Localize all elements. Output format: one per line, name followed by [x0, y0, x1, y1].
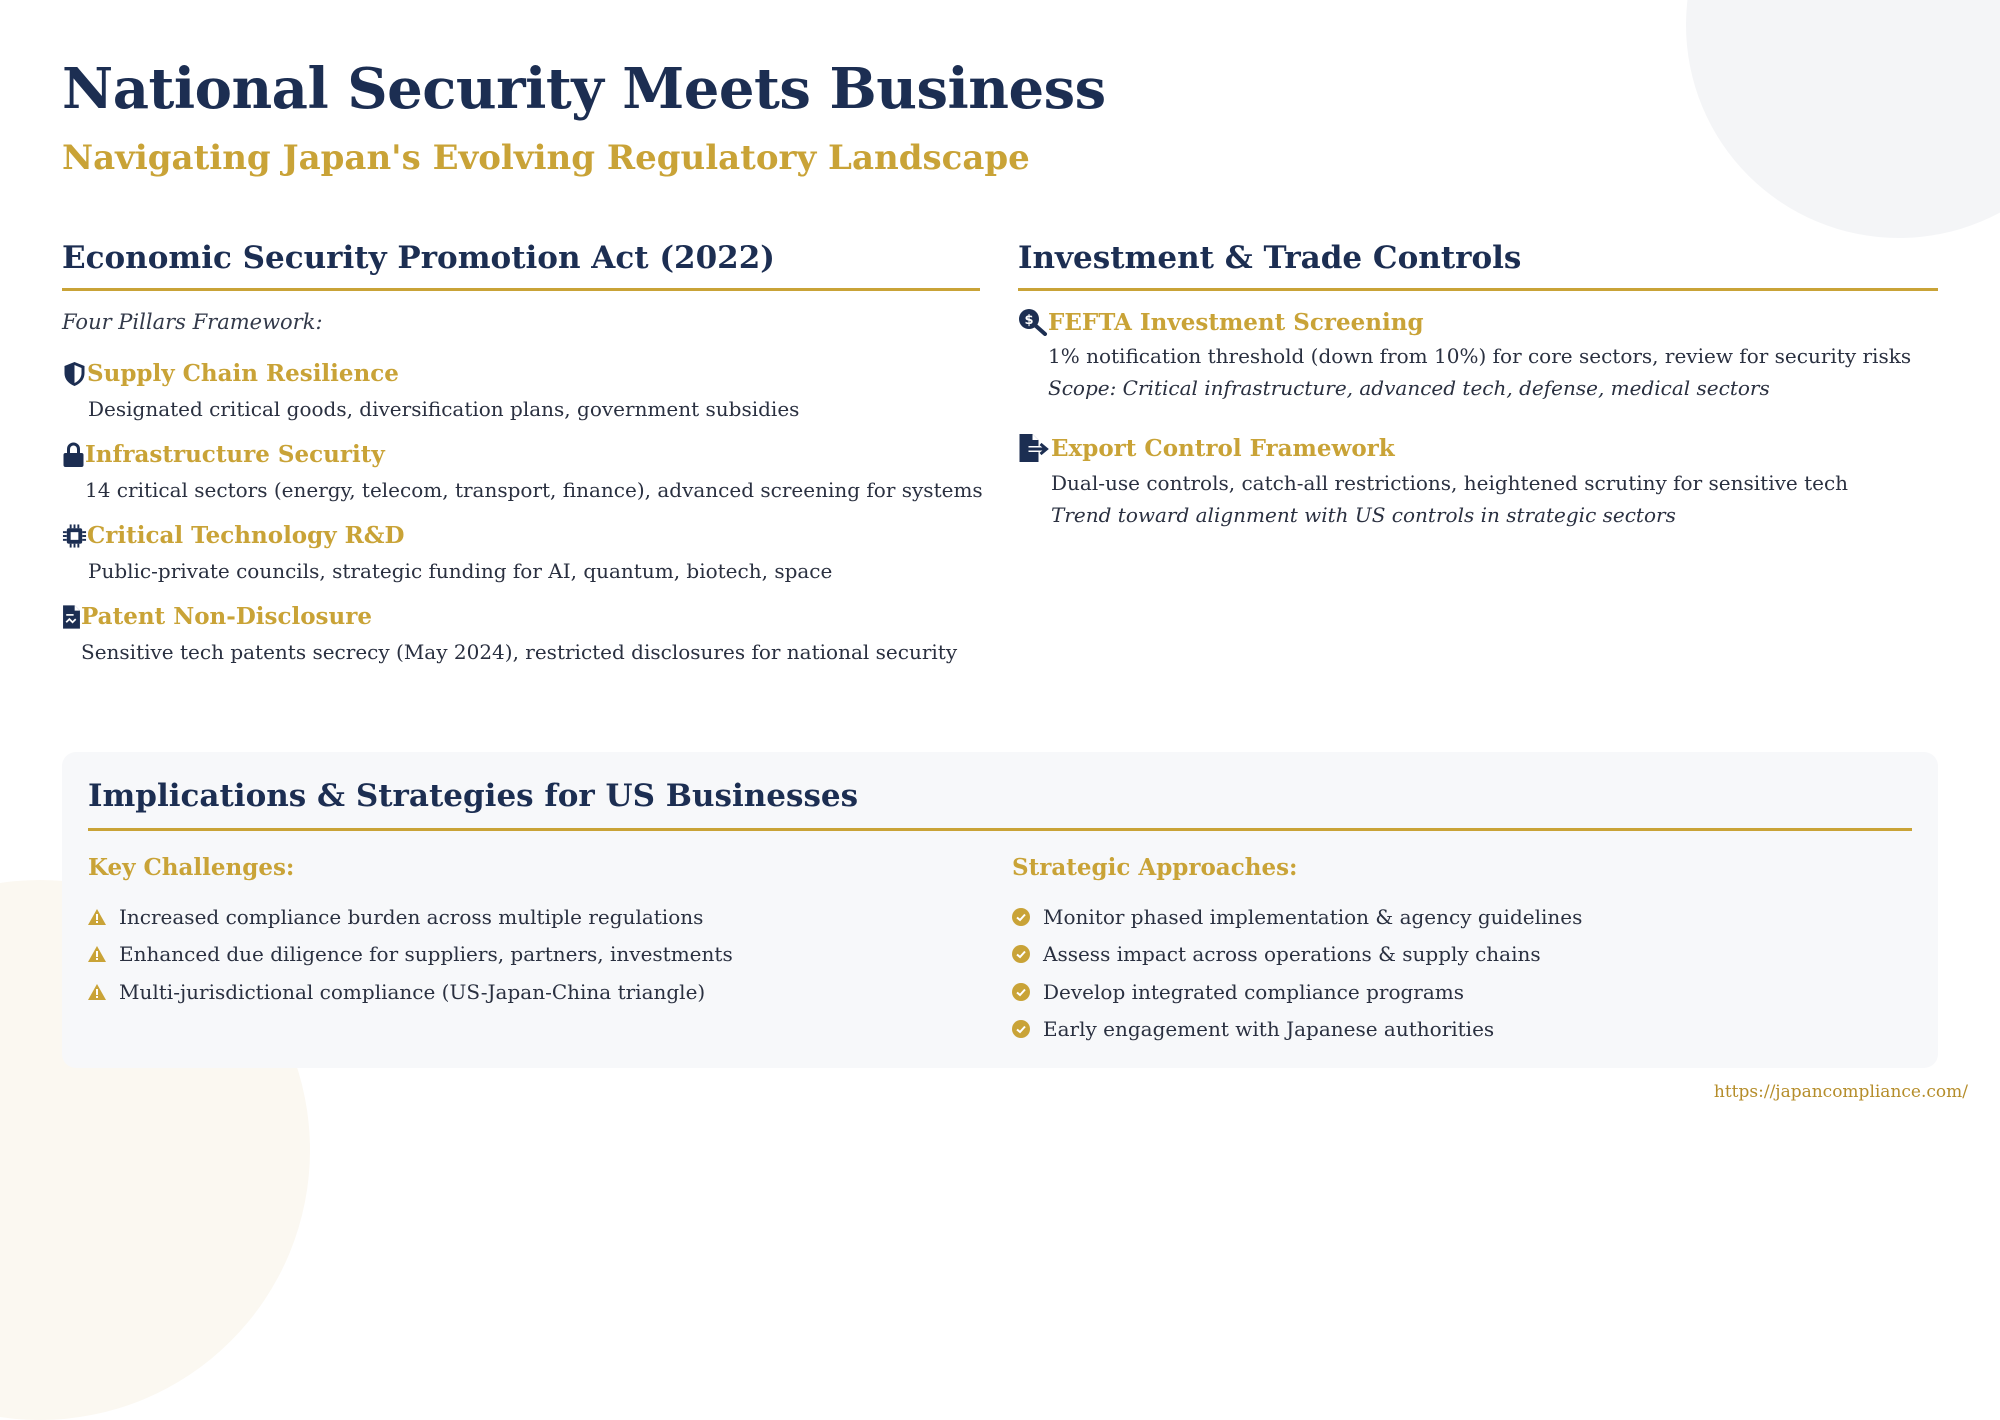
control-scope: Scope: Critical infrastructure, advanced tech, defense, medical sectors	[1048, 376, 1770, 400]
pillar-description: 14 critical sectors (energy, telecom, transport, finance), advanced screening for systems	[85, 478, 983, 502]
section-heading-economic-security-act: Economic Security Promotion Act (2022)	[62, 240, 980, 291]
shield-icon	[62, 361, 87, 387]
page-subtitle: Navigating Japan's Evolving Regulatory Landscape	[62, 138, 1030, 178]
dollar-search-icon	[1018, 308, 1048, 336]
control-title: FEFTA Investment Screening	[1048, 308, 1424, 336]
svg-text:$: $	[1024, 313, 1034, 328]
list-item	[1012, 898, 1582, 936]
pillar-description: Public-private councils, strategic funding for AI, quantum, biotech, space	[88, 559, 833, 583]
control-fefta	[1018, 308, 1911, 400]
chip-icon	[62, 523, 87, 549]
pillar-supply-chain	[62, 360, 799, 421]
control-description: 1% notification threshold (down from 10%) for core sectors, review for security risks	[1048, 344, 1912, 368]
check-circle-icon	[1012, 908, 1030, 926]
pillar-title: Patent Non-Disclosure	[81, 603, 372, 630]
list-item	[1012, 973, 1582, 1011]
control-export	[1018, 433, 1848, 527]
list-item	[88, 936, 733, 974]
check-circle-icon	[1012, 945, 1030, 963]
control-title: Export Control Framework	[1051, 434, 1395, 462]
challenge-text: Multi-jurisdictional compliance (US-Japan-China triangle)	[119, 979, 706, 1004]
strategies-list	[1012, 898, 1582, 1048]
footer-url[interactable]: https://japancompliance.com/	[1713, 1082, 1968, 1102]
strategy-text: Develop integrated compliance programs	[1043, 979, 1464, 1004]
control-scope: Trend toward alignment with US controls in strategic sectors	[1051, 503, 1676, 527]
warning-icon	[88, 984, 106, 1000]
page-title: National Security Meets Business	[62, 56, 1106, 122]
implications-heading: Implications & Strategies for US Businesses	[88, 778, 1912, 831]
pillar-critical-tech	[62, 522, 832, 583]
challenge-text: Enhanced due diligence for suppliers, partners, investments	[119, 942, 733, 967]
list-item	[1012, 936, 1582, 974]
document-icon	[62, 604, 81, 630]
check-circle-icon	[1012, 1020, 1030, 1038]
decorative-circle-top-right	[1686, 0, 2000, 238]
warning-icon	[88, 946, 106, 962]
file-export-icon	[1018, 433, 1051, 463]
pillars-lead-text: Four Pillars Framework:	[62, 310, 323, 334]
implications-panel	[62, 752, 1938, 1068]
pillar-infrastructure	[62, 441, 983, 502]
list-item	[88, 898, 733, 936]
lock-icon	[62, 442, 85, 468]
pillar-title: Supply Chain Resilience	[87, 360, 399, 387]
key-challenges-heading: Key Challenges:	[88, 854, 295, 881]
strategy-text: Monitor phased implementation & agency guidelines	[1043, 904, 1583, 929]
strategy-text: Assess impact across operations & supply chains	[1043, 942, 1541, 967]
challenge-text: Increased compliance burden across multiple regulations	[119, 904, 704, 929]
strategy-text: Early engagement with Japanese authorities	[1043, 1017, 1495, 1042]
challenges-list	[88, 898, 733, 1011]
pillar-title: Infrastructure Security	[85, 441, 385, 468]
control-description: Dual-use controls, catch-all restrictions, heightened scrutiny for sensitive tech	[1051, 471, 1849, 495]
check-circle-icon	[1012, 983, 1030, 1001]
list-item	[88, 973, 733, 1011]
pillar-patent-non-disclosure	[62, 603, 957, 664]
pillar-description: Sensitive tech patents secrecy (May 2024), restricted disclosures for national security	[81, 640, 958, 664]
pillar-title: Critical Technology R&D	[87, 522, 405, 549]
section-heading-investment-trade: Investment & Trade Controls	[1018, 240, 1938, 291]
list-item	[1012, 1011, 1582, 1049]
pillar-description: Designated critical goods, diversification plans, government subsidies	[88, 397, 800, 421]
warning-icon	[88, 909, 106, 925]
strategic-approaches-heading: Strategic Approaches:	[1012, 854, 1298, 881]
